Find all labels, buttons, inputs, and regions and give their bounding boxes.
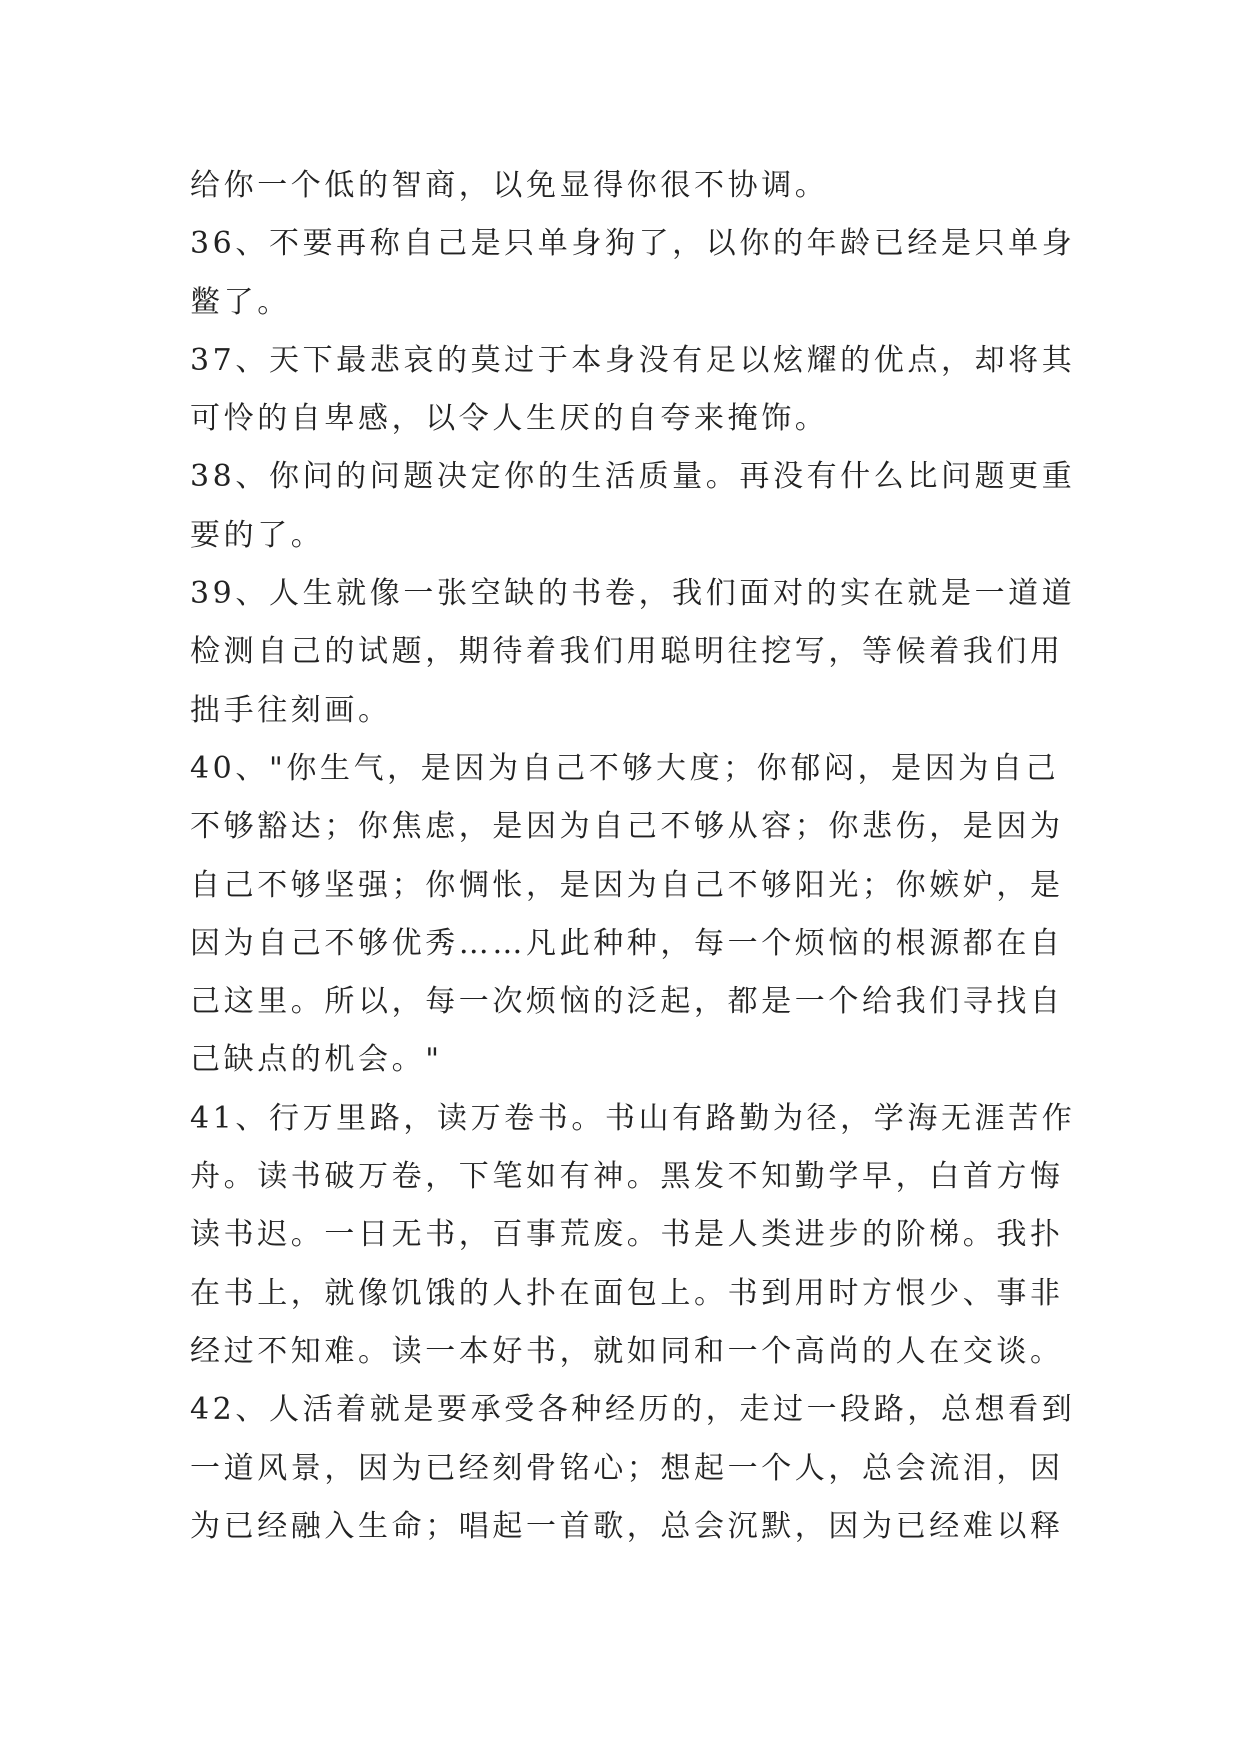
body-text — [190, 157, 1076, 1556]
text-line: 42、人活着就是要承受各种经历的，走过一段路，总想看到 — [190, 1392, 1076, 1428]
text-line: 要的了。 — [190, 517, 325, 553]
text-line: 己缺点的机会。" — [190, 1042, 443, 1078]
text-line: 检测自己的试题，期待着我们用聪明往挖写，等候着我们用 — [190, 634, 1064, 670]
text-line: 鳖了。 — [190, 284, 291, 320]
text-line: 拙手往刻画。 — [190, 692, 392, 728]
text-line: 39、人生就像一张空缺的书卷，我们面对的实在就是一道道 — [190, 576, 1076, 612]
text-line: 在书上，就像饥饿的人扑在面包上。书到用时方恨少、事非 — [190, 1275, 1064, 1311]
text-line: 给你一个低的智商，以免显得你很不协调。 — [190, 168, 829, 203]
text-line: 读书迟。一日无书，百事荒废。书是人类进步的阶梯。我扑 — [190, 1217, 1064, 1253]
text-line: 38、你问的问题决定你的生活质量。再没有什么比问题更重 — [190, 459, 1076, 495]
text-line: 自己不够坚强；你惆怅，是因为自己不够阳光；你嫉妒，是 — [190, 867, 1064, 903]
text-line: 一道风景，因为已经刻骨铭心；想起一个人，总会流泪，因 — [190, 1450, 1064, 1486]
text-line: 可怜的自卑感，以令人生厌的自夸来掩饰。 — [190, 401, 829, 437]
text-line: 为已经融入生命；唱起一首歌，总会沉默，因为已经难以释 — [190, 1508, 1064, 1544]
text-line: 36、不要再称自己是只单身狗了，以你的年龄已经是只单身 — [190, 226, 1076, 262]
text-line: 41、行万里路，读万卷书。书山有路勤为径，学海无涯苦作 — [190, 1100, 1076, 1136]
text-line: 因为自己不够优秀……凡此种种，每一个烦恼的根源都在自 — [190, 925, 1064, 961]
text-line: 己这里。所以，每一次烦恼的泛起，都是一个给我们寻找自 — [190, 984, 1064, 1020]
text-line: 舟。读书破万卷，下笔如有神。黑发不知勤学早，白首方悔 — [190, 1159, 1064, 1195]
text-line: 40、"你生气，是因为自己不够大度；你郁闷，是因为自己 — [190, 750, 1060, 786]
text-line: 37、天下最悲哀的莫过于本身没有足以炫耀的优点，却将其 — [190, 342, 1076, 378]
text-line: 不够豁达；你焦虑，是因为自己不够从容；你悲伤，是因为 — [190, 809, 1064, 845]
text-line: 经过不知难。读一本好书，就如同和一个高尚的人在交谈。 — [190, 1333, 1064, 1369]
